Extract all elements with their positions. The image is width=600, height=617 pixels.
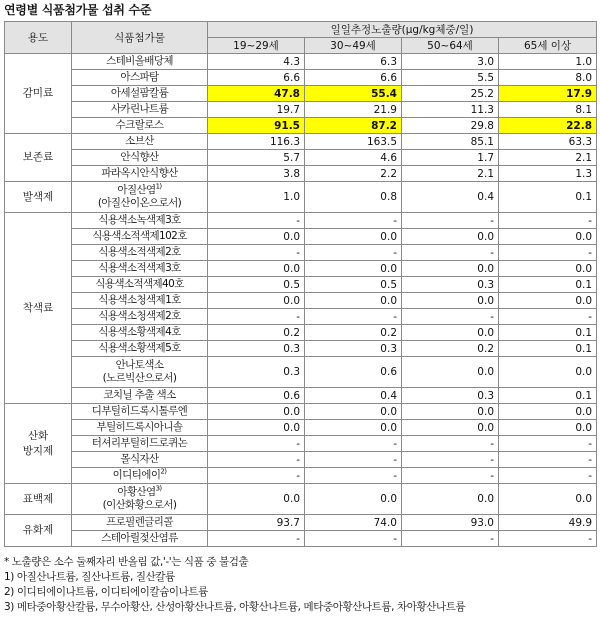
additive-name-text: 몰식자산 [120,453,159,465]
intake-value: - [208,436,305,452]
additive-name-cell [72,213,208,229]
header-intake: 일일추정노출량(μg/kg체중/일) [208,22,597,38]
intake-value: - [499,213,597,229]
intake-value: 87.2 [305,118,402,134]
intake-value: 0.1 [499,182,597,213]
additive-name [75,262,204,275]
additive-name [75,294,204,307]
additive-name-cell [72,420,208,436]
intake-value: 0.2 [305,325,402,341]
table-row [5,341,597,357]
intake-value: 1.3 [499,166,597,182]
intake-value: 2.2 [305,166,402,182]
additive-name-text: 식용색소황색제5호 [98,342,181,354]
additive-name [75,310,204,323]
intake-value: 21.9 [305,102,402,118]
additive-name-cell [72,54,208,70]
intake-value: 163.5 [305,134,402,150]
intake-value: 0.0 [499,261,597,277]
additive-name-cell [72,86,208,102]
intake-value: 0.0 [208,229,305,245]
intake-value: 0.0 [499,404,597,420]
intake-value: 1.0 [499,54,597,70]
intake-value: 0.3 [305,341,402,357]
table-row [5,468,597,484]
intake-value: 0.0 [305,261,402,277]
additive-name-text: 식용색소황색제4호 [98,326,181,338]
additive-name [75,326,204,339]
intake-value: 2.1 [402,166,499,182]
intake-value: 3.0 [402,54,499,70]
table-row [5,404,597,420]
additive-name-text: 파라옥시안식향산 [101,167,178,179]
additive-name [75,469,204,482]
additive-name-text: 터셔리부틸히드로퀴논 [91,437,188,449]
additive-name-basis: (아질산이온으로서) [97,197,182,209]
intake-value: 93.0 [402,515,499,531]
intake-value: 47.8 [208,86,305,102]
additive-name-text: 디부틸히드록시톨루엔 [91,405,188,417]
intake-value: - [402,468,499,484]
intake-value: 25.2 [402,86,499,102]
additive-name-text: 식용색소적색제2호 [98,246,181,258]
intake-value: - [208,245,305,261]
intake-value: 2.1 [499,150,597,166]
additive-name [75,278,204,291]
additive-name-cell [72,452,208,468]
footnote: 3) 메타중아황산칼륨, 무수아황산, 산성아황산나트륨, 아황산나트륨, 메타중아황산나트륨, 차아황산나트륨 [4,601,466,613]
intake-value: 22.8 [499,118,597,134]
additive-name-cell [72,118,208,134]
intake-value: 0.0 [499,484,597,515]
intake-value: 0.0 [305,404,402,420]
footnote-marker: 1) [155,182,162,191]
additive-name [75,437,204,450]
table-row [5,261,597,277]
additive-name [75,453,204,466]
intake-value: 0.0 [305,484,402,515]
intake-value: 0.1 [499,277,597,293]
group-label: 감미료 [5,54,72,134]
additive-name-text: 이디티에이 [112,469,161,481]
footnote-marker: 2) [160,467,167,476]
intake-value: 0.0 [402,325,499,341]
table-row [5,388,597,404]
footnotes [4,555,465,615]
additive-name-text: 수크랄로스 [115,119,164,131]
additive-name-cell [72,182,208,213]
additive-name-cell [72,229,208,245]
additive-name-text: 식용색소적색제3호 [98,262,181,274]
page-title: 연령별 식품첨가물 섭취 수준 [4,3,152,17]
additive-name [75,135,204,148]
table-row [5,452,597,468]
additive-name-text: 식용색소적색제40호 [95,278,184,290]
table-row [5,54,597,70]
header-age-65-plus: 65세 이상 [499,38,597,54]
additive-name-cell [72,468,208,484]
intake-value: 6.6 [305,70,402,86]
intake-value: - [305,468,402,484]
table-row [5,70,597,86]
intake-value: - [305,213,402,229]
intake-value: 0.0 [402,293,499,309]
intake-value: 0.0 [208,420,305,436]
additive-name-cell [72,309,208,325]
table-row [5,102,597,118]
additive-name-text: 아스파탐 [120,71,159,83]
table-row [5,484,597,515]
intake-value: 0.1 [499,388,597,404]
intake-value: 0.0 [305,293,402,309]
intake-value: 0.2 [208,325,305,341]
additive-name [75,167,204,180]
header-age-50-64: 50~64세 [402,38,499,54]
intake-value: 0.0 [402,229,499,245]
additive-name [75,359,204,372]
additive-name-text: 안나토색소 [115,359,164,371]
additive-name-cell [72,245,208,261]
table-row [5,118,597,134]
table-row [5,325,597,341]
intake-value: 0.0 [402,484,499,515]
additive-name-cell [72,102,208,118]
additive-name-cell [72,261,208,277]
additive-name-text: 식용색소녹색제3호 [98,214,181,226]
intake-value: - [305,531,402,547]
additive-name [75,71,204,84]
intake-value: - [499,245,597,261]
additive-name [75,214,204,227]
intake-value: 0.3 [208,357,305,388]
intake-value: - [499,309,597,325]
intake-value: 5.7 [208,150,305,166]
additive-name [75,532,204,545]
header-additive: 식품첨가물 [72,22,208,54]
table-row [5,150,597,166]
additive-name [75,389,204,402]
intake-table [4,21,597,547]
intake-value: 0.1 [499,325,597,341]
additive-name [75,486,204,499]
intake-value: - [305,309,402,325]
intake-value: 116.3 [208,134,305,150]
additive-name-text: 사카린나트륨 [110,103,169,115]
intake-value: 0.0 [402,404,499,420]
intake-value: 17.9 [499,86,597,102]
additive-name-cell [72,150,208,166]
additive-name-cell [72,341,208,357]
intake-value: 0.8 [305,182,402,213]
header-age-30-49: 30~49세 [305,38,402,54]
intake-value: 0.4 [402,182,499,213]
additive-name-cell [72,166,208,182]
intake-value: 0.6 [305,357,402,388]
intake-value: 0.0 [305,229,402,245]
intake-value: 8.0 [499,70,597,86]
additive-name-text: 소브산 [125,135,154,147]
footnote: 1) 아질산나트륨, 질산나트륨, 질산칼륨 [4,571,175,583]
intake-value: 74.0 [305,515,402,531]
intake-value: 0.4 [305,388,402,404]
intake-value: - [208,309,305,325]
intake-value: 0.5 [208,277,305,293]
additive-name [75,342,204,355]
additive-name-cell [72,436,208,452]
group-label: 착색료 [5,213,72,404]
additive-name-cell [72,277,208,293]
additive-name-text: 식용색소청색제2호 [98,310,181,322]
intake-value: 0.0 [305,420,402,436]
intake-value: 5.5 [402,70,499,86]
intake-value: 0.0 [208,404,305,420]
intake-value: - [499,468,597,484]
intake-value: - [402,213,499,229]
additive-name [75,230,204,243]
table-row [5,420,597,436]
table-row [5,213,597,229]
intake-value: 0.0 [208,484,305,515]
table-row [5,166,597,182]
additive-name-text: 프로필렌글리콜 [106,516,173,528]
footnote: 2) 이디티에이나트륨, 이디티에이칼슘이나트륨 [4,586,208,598]
intake-value: 0.0 [208,261,305,277]
intake-value: - [305,245,402,261]
intake-value: 0.0 [499,420,597,436]
footnote: * 노출량은 소수 둘째자리 반올림 값,'-'는 식품 중 불검출 [4,556,249,568]
intake-value: 0.0 [402,357,499,388]
additive-name-cell [72,404,208,420]
table-row [5,515,597,531]
intake-value: 0.0 [402,261,499,277]
additive-name-cell [72,388,208,404]
intake-value: 0.1 [499,341,597,357]
table-row [5,293,597,309]
intake-value: 0.6 [208,388,305,404]
additive-name [75,421,204,434]
additive-name-cell [72,325,208,341]
intake-value: 0.2 [402,341,499,357]
additive-name [75,246,204,259]
additive-name-text: 아황산염 [117,486,156,498]
group-label: 발색제 [5,182,72,213]
intake-value: 8.1 [499,102,597,118]
intake-value: 0.0 [499,357,597,388]
additive-name [75,119,204,132]
intake-value: - [208,452,305,468]
intake-value: - [305,452,402,468]
table-row [5,134,597,150]
additive-name-cell [72,134,208,150]
additive-name [75,103,204,116]
intake-value: 93.7 [208,515,305,531]
intake-value: 6.3 [305,54,402,70]
table-row [5,277,597,293]
intake-value: 0.3 [402,388,499,404]
intake-value: - [208,213,305,229]
additive-name [75,516,204,529]
intake-value: 4.6 [305,150,402,166]
additive-name [75,87,204,100]
intake-value: - [499,436,597,452]
additive-name-text: 식용색소적색제102호 [92,230,187,242]
header-use: 용도 [5,22,72,54]
table-row [5,229,597,245]
intake-value: - [402,436,499,452]
intake-value: 0.0 [208,293,305,309]
group-label: 보존료 [5,134,72,182]
intake-value: 6.6 [208,70,305,86]
table-row [5,531,597,547]
additive-name [75,151,204,164]
intake-value: 1.0 [208,182,305,213]
intake-value: 0.5 [305,277,402,293]
table-row [5,245,597,261]
table-row [5,182,597,213]
additive-name-text: 안식향산 [120,151,159,163]
additive-name-basis: (이산화황으로서) [102,499,177,511]
additive-name [75,55,204,68]
intake-value: - [305,436,402,452]
footnote-marker: 3) [155,484,162,493]
intake-value: - [499,531,597,547]
additive-name-cell [72,293,208,309]
additive-name [75,405,204,418]
intake-value: 0.0 [402,420,499,436]
additive-name-cell [72,484,208,515]
table-row [5,309,597,325]
intake-value: - [208,531,305,547]
intake-value: 0.0 [499,229,597,245]
additive-name-cell [72,70,208,86]
additive-name-cell [72,531,208,547]
additive-name-text: 코치닐 추출 색소 [103,389,176,401]
group-label: 산화 방지제 [5,404,72,484]
intake-value: - [402,452,499,468]
intake-value: 63.3 [499,134,597,150]
intake-value: 4.3 [208,54,305,70]
intake-value: 55.4 [305,86,402,102]
additive-name-text: 스테비올배당체 [106,55,173,67]
additive-name-basis: (노르빅산으로서) [102,372,177,384]
intake-value: 1.7 [402,150,499,166]
intake-value: 0.3 [208,341,305,357]
intake-value: 85.1 [402,134,499,150]
group-label: 표백제 [5,484,72,515]
intake-value: 49.9 [499,515,597,531]
intake-value: - [402,309,499,325]
additive-name-cell [72,357,208,388]
intake-value: 3.8 [208,166,305,182]
intake-value: 29.8 [402,118,499,134]
intake-value: 11.3 [402,102,499,118]
intake-value: 0.0 [499,293,597,309]
additive-name-text: 스테아릴젖산염류 [101,532,178,544]
intake-value: - [499,452,597,468]
additive-name [75,184,204,197]
intake-value: 91.5 [208,118,305,134]
intake-value: - [402,245,499,261]
table-row [5,86,597,102]
additive-name-cell [72,515,208,531]
group-label: 유화제 [5,515,72,547]
additive-name-text: 아질산염 [117,184,156,196]
intake-value: - [402,531,499,547]
table-body [5,54,597,547]
additive-name-text: 부틸히드록시아니솔 [96,421,183,433]
header-age-19-29: 19~29세 [208,38,305,54]
table-row [5,436,597,452]
intake-value: 0.3 [402,277,499,293]
intake-value: - [208,468,305,484]
table-row [5,357,597,388]
additive-name-text: 아세설팜칼륨 [110,87,169,99]
intake-value: 19.7 [208,102,305,118]
additive-name-text: 식용색소청색제1호 [98,294,181,306]
